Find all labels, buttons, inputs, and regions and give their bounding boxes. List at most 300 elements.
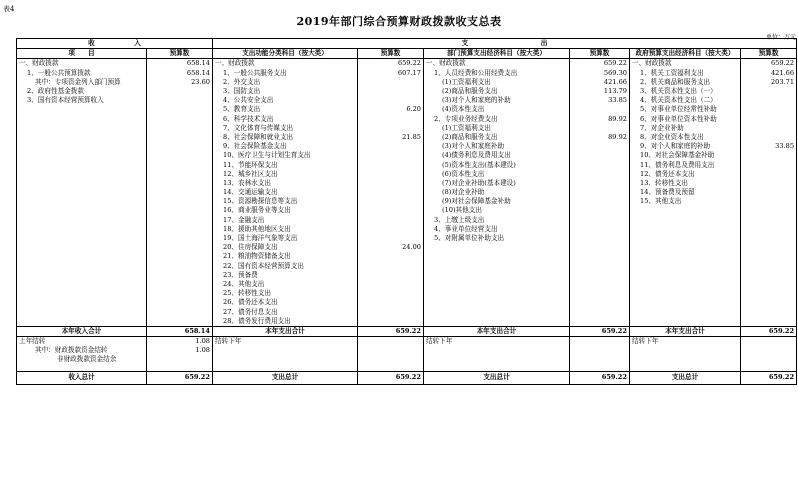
amount-cell [358,252,424,261]
item-cell [630,252,741,261]
amount-cell [741,216,797,225]
amount-cell [358,216,424,225]
item-cell: 27、债务付息支出 [213,307,358,316]
section-header-row [17,39,797,49]
amount-cell [570,124,630,133]
amount-cell [147,197,213,206]
amount-cell [358,96,424,105]
amount-cell: 421.66 [741,69,797,78]
table-row [17,188,797,197]
amount-cell [147,206,213,215]
item-cell: (3)对个人和家庭补助 [424,142,570,151]
table-row [17,160,797,169]
table-row [17,179,797,188]
item-cell: (1)工资福利支出 [424,78,570,87]
item-cell: 10、对社会保障基金补助 [630,151,741,160]
item-cell [630,298,741,307]
amount-cell: 569.30 [570,69,630,78]
amount-cell [570,160,630,169]
carry-over-row [17,355,797,364]
amount-cell: 659.22 [741,59,797,69]
item-cell [630,206,741,215]
amount-cell [147,96,213,105]
amount-cell: 659.22 [570,371,630,384]
item-cell [17,317,147,327]
table-row [17,243,797,252]
amount-cell [358,271,424,280]
item-cell: (7)对企业补助(基本建设) [424,179,570,188]
item-cell [424,289,570,298]
table-row [17,142,797,151]
item-cell [17,271,147,280]
table-row [17,216,797,225]
item-cell: 19、国土海洋气象等支出 [213,234,358,243]
amount-cell: 33.85 [570,96,630,105]
item-cell [630,216,741,225]
item-cell [17,124,147,133]
item-cell: 20、住房保障支出 [213,243,358,252]
item-cell: 22、国有资本经营预算支出 [213,262,358,271]
item-cell: 1、人员经费和公用经费支出 [424,69,570,78]
item-cell: 11、债务利息及费用支出 [630,160,741,169]
amount-cell: 659.22 [358,326,424,336]
table-row [17,225,797,234]
amount-cell: 1.08 [147,346,213,355]
col-header: 政府预算支出经济科目（按大类） [630,49,741,59]
item-cell: 28、债务发行费用支出 [213,317,358,327]
table-number: 表4 [3,5,15,13]
item-cell [17,307,147,316]
item-cell [17,289,147,298]
table-row [17,289,797,298]
item-cell [630,355,741,364]
table-row [17,307,797,316]
amount-cell: 24.00 [358,243,424,252]
item-cell: 7、对企业补助 [630,124,741,133]
amount-cell [741,243,797,252]
amount-cell [358,206,424,215]
item-cell: 2、机关商品和服务支出 [630,78,741,87]
amount-cell [147,142,213,151]
table-row [17,298,797,307]
item-cell [630,225,741,234]
col-header: 预算数 [147,49,213,59]
item-cell [424,355,570,364]
amount-cell [358,115,424,124]
item-cell [17,252,147,261]
item-cell [17,188,147,197]
amount-cell: 89.92 [570,133,630,142]
item-cell: 2、专项业务经费支出 [424,115,570,124]
item-cell: 1、一般公共服务支出 [213,69,358,78]
amount-cell [358,179,424,188]
item-cell: 18、援助其他地区支出 [213,225,358,234]
table-row [17,262,797,271]
amount-cell: 658.14 [147,326,213,336]
amount-cell [570,252,630,261]
amount-cell [741,337,797,347]
amount-cell [741,271,797,280]
amount-cell [358,317,424,327]
amount-cell [570,151,630,160]
item-cell [17,234,147,243]
item-cell: 4、机关资本性支出（二） [630,96,741,105]
item-cell: 21、粮油物资储备支出 [213,252,358,261]
item-cell: 13、农林水支出 [213,179,358,188]
item-cell: 本年支出合计 [424,326,570,336]
amount-cell [358,289,424,298]
table-row [17,317,797,327]
amount-cell [358,280,424,289]
item-cell [630,262,741,271]
item-cell: 其中：财政拨款资金结转 [17,346,147,355]
item-cell: 3、上缴上级支出 [424,216,570,225]
annual-total-row [17,326,797,336]
amount-cell [741,298,797,307]
col-header: 预算数 [741,49,797,59]
item-cell: 25、转移性支出 [213,289,358,298]
item-cell [17,142,147,151]
amount-cell [570,234,630,243]
amount-cell [570,317,630,327]
amount-cell [358,170,424,179]
table-row [17,170,797,179]
item-cell [424,298,570,307]
amount-cell [358,142,424,151]
item-cell: 结转下年 [630,337,741,347]
table-row [17,206,797,215]
item-cell [17,298,147,307]
item-cell: 14、预备费及预留 [630,188,741,197]
amount-cell [147,133,213,142]
table-row [17,280,797,289]
amount-cell [147,252,213,261]
amount-cell [358,355,424,364]
item-cell: 12、城乡社区支出 [213,170,358,179]
amount-cell: 89.92 [570,115,630,124]
item-cell: 结转下年 [213,337,358,347]
amount-cell: 659.22 [570,59,630,69]
item-cell: 1、一般公共预算拨款 [17,69,147,78]
amount-cell [570,346,630,355]
item-cell: 本年收入合计 [17,326,147,336]
amount-cell [741,234,797,243]
amount-cell [358,78,424,87]
item-cell [17,280,147,289]
amount-cell [358,307,424,316]
item-cell: 15、资源勘探信息等支出 [213,197,358,206]
item-cell [17,151,147,160]
unit-label: 单位：万元 [765,34,796,41]
item-cell [630,243,741,252]
item-cell: 一、财政拨款 [213,59,358,69]
table-row [17,133,797,142]
item-cell: 支出总计 [213,371,358,384]
item-cell [17,179,147,188]
amount-cell: 659.22 [147,371,213,384]
item-cell: 23、预备费 [213,271,358,280]
amount-cell [147,271,213,280]
item-cell: 9、社会保险基金支出 [213,142,358,151]
item-cell: 8、对企业资本性支出 [630,133,741,142]
item-cell [424,307,570,316]
item-cell: 5、对事业单位经常性补助 [630,105,741,114]
amount-cell [147,179,213,188]
item-cell [17,160,147,169]
amount-cell [741,317,797,327]
amount-cell [570,170,630,179]
amount-cell [147,188,213,197]
amount-cell [147,234,213,243]
item-cell: 本年支出合计 [630,326,741,336]
amount-cell [570,262,630,271]
amount-cell [570,188,630,197]
item-cell [17,170,147,179]
table-row [17,87,797,96]
item-cell: 3、机关资本性支出（一） [630,87,741,96]
item-cell: 10、医疗卫生与计划生育支出 [213,151,358,160]
amount-cell [358,160,424,169]
amount-cell: 658.14 [147,59,213,69]
amount-cell [570,298,630,307]
item-cell: 4、事业单位经营支出 [424,225,570,234]
table-row [17,252,797,261]
amount-cell [570,271,630,280]
col-header: 预算数 [358,49,424,59]
item-cell [17,133,147,142]
item-cell: 本年支出合计 [213,326,358,336]
item-cell: 6、科学技术支出 [213,115,358,124]
table-row [17,234,797,243]
amount-cell [741,179,797,188]
item-cell: 一、财政拨款 [424,59,570,69]
item-cell [424,271,570,280]
amount-cell [147,216,213,225]
item-cell [17,243,147,252]
item-cell: 12、债务还本支出 [630,170,741,179]
item-cell: (3)对个人和家庭的补助 [424,96,570,105]
amount-cell [570,289,630,298]
amount-cell [741,105,797,114]
amount-cell [741,115,797,124]
item-cell: (10)其他支出 [424,206,570,215]
item-cell [17,115,147,124]
item-cell [17,262,147,271]
item-cell [630,280,741,289]
table-row [17,59,797,69]
item-cell: (2)商品和服务支出 [424,133,570,142]
item-cell [17,197,147,206]
item-cell [17,105,147,114]
amount-cell: 113.79 [570,87,630,96]
amount-cell [741,346,797,355]
item-cell: 其中：专项资金列入部门预算 [17,78,147,87]
amount-cell [741,289,797,298]
amount-cell [147,225,213,234]
item-cell: 8、社会保障和就业支出 [213,133,358,142]
amount-cell: 607.17 [358,69,424,78]
item-cell: 结转下年 [424,337,570,347]
item-cell: 非财政拨款资金结余 [17,355,147,364]
item-cell [424,346,570,355]
table-row [17,197,797,206]
item-cell: 14、交通运输支出 [213,188,358,197]
table-row [17,115,797,124]
item-cell [17,216,147,225]
amount-cell [741,206,797,215]
amount-cell [570,337,630,347]
amount-cell [570,280,630,289]
item-cell: 收入总计 [17,371,147,384]
item-cell: (8)对企业补助 [424,188,570,197]
item-cell: 11、节能环保支出 [213,160,358,169]
item-cell: 3、国有资本经营预算收入 [17,96,147,105]
amount-cell [358,337,424,347]
item-cell [424,252,570,261]
amount-cell [358,298,424,307]
table-row [17,105,797,114]
item-cell: 1、机关工资福利支出 [630,69,741,78]
expense-header: 支 出 [213,39,797,49]
amount-cell [358,124,424,133]
item-cell: (9)对社会保障基金补助 [424,197,570,206]
amount-cell [741,225,797,234]
table-row [17,271,797,280]
amount-cell [741,197,797,206]
amount-cell [147,124,213,133]
amount-cell [570,142,630,151]
amount-cell [741,151,797,160]
item-cell: 2、政府性基金拨款 [17,87,147,96]
amount-cell: 421.66 [570,78,630,87]
amount-cell [147,307,213,316]
amount-cell [570,216,630,225]
item-cell: 13、转移性支出 [630,179,741,188]
amount-cell [570,105,630,114]
amount-cell: 1.08 [147,337,213,347]
item-cell: 2、外交支出 [213,78,358,87]
amount-cell: 33.85 [741,142,797,151]
item-cell [17,206,147,215]
amount-cell [358,197,424,206]
amount-cell: 23.60 [147,78,213,87]
amount-cell: 203.71 [741,78,797,87]
amount-cell [358,87,424,96]
item-cell [17,225,147,234]
item-cell: 4、公共安全支出 [213,96,358,105]
amount-cell: 659.22 [358,59,424,69]
item-cell [630,271,741,280]
amount-cell: 659.22 [741,371,797,384]
item-cell: (5)资本性支出(基本建设) [424,160,570,169]
amount-cell [741,133,797,142]
amount-cell [147,280,213,289]
amount-cell [358,151,424,160]
item-cell [630,317,741,327]
item-cell [630,234,741,243]
amount-cell [570,179,630,188]
amount-cell [358,346,424,355]
amount-cell [147,243,213,252]
table-row [17,78,797,87]
amount-cell: 6.20 [358,105,424,114]
grand-total-row [17,371,797,384]
item-cell: 3、国防支出 [213,87,358,96]
col-header: 部门预算支出经济科目（按大类） [424,49,570,59]
amount-cell [147,105,213,114]
amount-cell [358,188,424,197]
item-cell: 7、文化体育与传媒支出 [213,124,358,133]
amount-cell [358,234,424,243]
item-cell: 15、其他支出 [630,197,741,206]
amount-cell [147,355,213,364]
amount-cell: 21.85 [358,133,424,142]
item-cell: (4)资本性支出 [424,105,570,114]
carry-over-row [17,346,797,355]
amount-cell [570,243,630,252]
amount-cell [741,307,797,316]
col-header: 预算数 [570,49,630,59]
report-title: 2019年部门综合预算财政拨款收支总表 [296,15,502,28]
amount-cell [147,160,213,169]
item-cell: (6)资本性支出 [424,170,570,179]
col-header: 支出功能分类科目（按大类） [213,49,358,59]
amount-cell [741,124,797,133]
amount-cell [741,262,797,271]
amount-cell: 659.22 [570,326,630,336]
item-cell [424,280,570,289]
amount-cell: 659.22 [741,326,797,336]
table-row [17,69,797,78]
income-header: 收 入 [17,39,213,49]
table-row [17,124,797,133]
amount-cell [147,170,213,179]
item-cell: 支出总计 [630,371,741,384]
col-header: 项 目 [17,49,147,59]
item-cell [213,355,358,364]
item-cell [630,307,741,316]
amount-cell [147,262,213,271]
item-cell: 9、对个人和家庭的补助 [630,142,741,151]
amount-cell [358,225,424,234]
item-cell [213,346,358,355]
item-cell: 16、商业服务业等支出 [213,206,358,215]
item-cell: 一、财政拨款 [630,59,741,69]
item-cell: 5、对附属单位补助支出 [424,234,570,243]
amount-cell [741,96,797,105]
item-cell: 一、财政拨款 [17,59,147,69]
item-cell [630,346,741,355]
item-cell [630,289,741,298]
amount-cell [147,317,213,327]
item-cell: 24、其他支出 [213,280,358,289]
amount-cell [570,197,630,206]
amount-cell [741,252,797,261]
item-cell [424,262,570,271]
item-cell: 5、教育支出 [213,105,358,114]
item-cell: 上年结转 [17,337,147,347]
item-cell: 6、对事业单位资本性补助 [630,115,741,124]
amount-cell [741,188,797,197]
table-row [17,96,797,105]
amount-cell [741,170,797,179]
amount-cell: 659.22 [358,371,424,384]
amount-cell [741,355,797,364]
amount-cell [147,298,213,307]
amount-cell [570,307,630,316]
item-cell [424,317,570,327]
amount-cell [147,151,213,160]
